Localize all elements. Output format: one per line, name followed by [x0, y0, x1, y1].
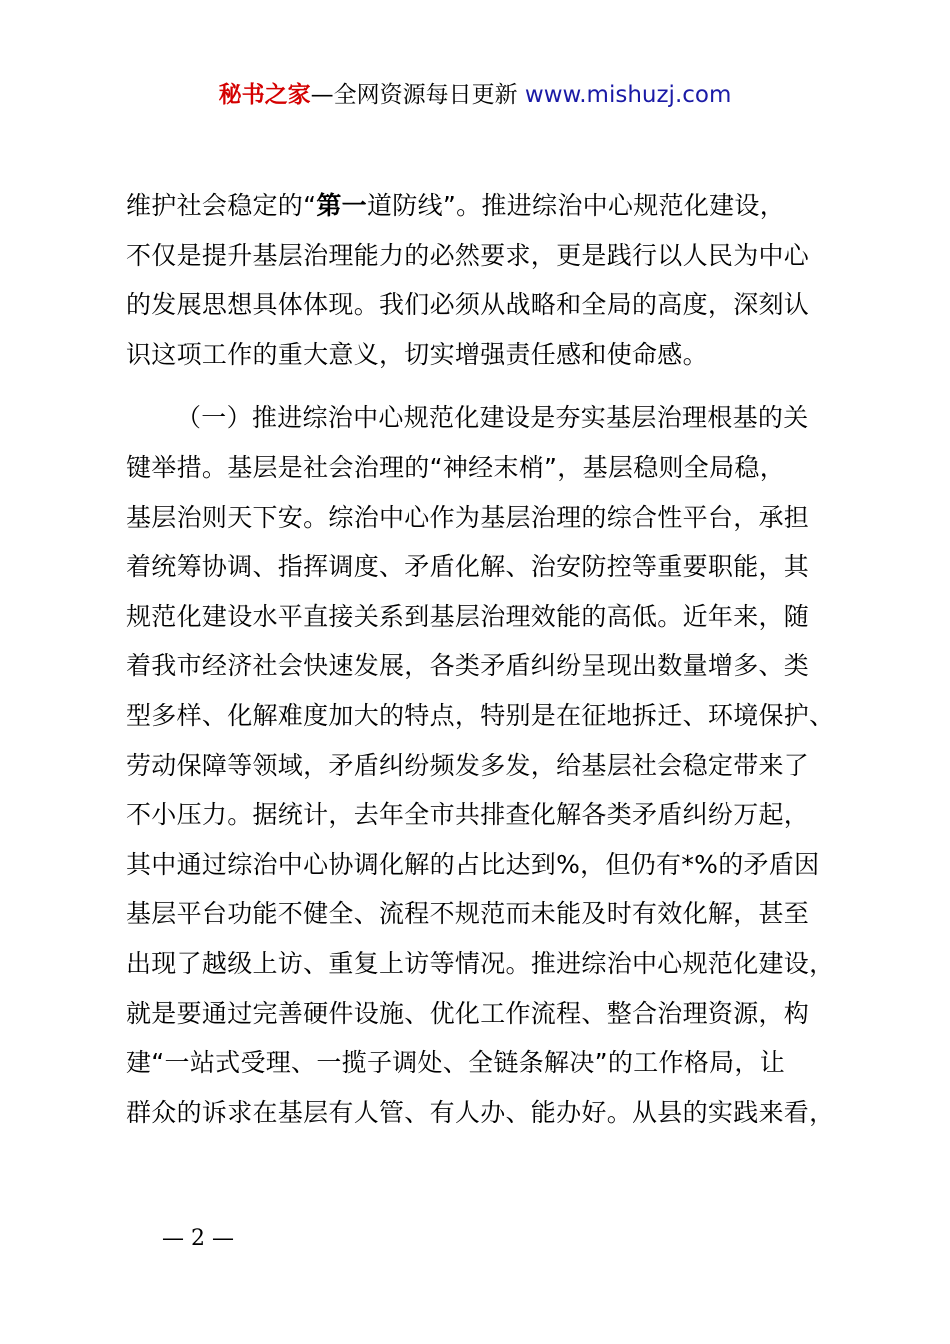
text-line: 出现了越级上访、重复上访等情况。推进综治中心规范化建设， [126, 948, 835, 978]
text-line: 基层平台功能不健全、流程不规范而未能及时有效化解，甚至 [126, 899, 810, 929]
document-body [126, 181, 836, 1137]
site-url[interactable]: www.mishuzj.com [524, 82, 732, 108]
text-line: 不小压力。据统计，去年全市共排查化解各类矛盾纠纷万起， [126, 800, 810, 830]
bold-text: 第一 [316, 191, 367, 220]
text-span: 维护社会稳定的“ [126, 191, 317, 220]
text-line: 其中通过综治中心协调化解的占比达到%，但仍有*%的矛盾因 [126, 849, 820, 879]
text-line: 不仅是提升基层治理能力的必然要求，更是践行以人民为中心 [126, 240, 810, 270]
text-span: 道防线”。推进综治中心规范化建设， [366, 191, 786, 220]
site-brand: 秘书之家 [218, 82, 311, 108]
text-line: 型多样、化解难度加大的特点，特别是在征地拆迁、环境保护、 [126, 700, 835, 730]
page-number: — 2 — [162, 1226, 234, 1251]
text-line: 群众的诉求在基层有人管、有人办、能办好。从县的实践来看， [126, 1097, 835, 1127]
site-tagline: —全网资源每日更新 [310, 82, 525, 108]
text-line: 着我市经济社会快速发展，各类矛盾纠纷呈现出数量增多、类 [126, 651, 810, 681]
text-line: 劳动保障等领域，矛盾纠纷频发多发，给基层社会稳定带来了 [126, 750, 810, 780]
text-line: 就是要通过完善硬件设施、优化工作流程、整合治理资源，构 [126, 998, 810, 1028]
text-line: 基层治则天下安。综治中心作为基层治理的综合性平台，承担 [126, 502, 810, 532]
text-line: 着统筹协调、指挥调度、矛盾化解、治安防控等重要职能，其 [126, 552, 810, 582]
section-heading-line: （一）推进综治中心规范化建设是夯实基层治理根基的关 [176, 403, 809, 433]
site-header [0, 78, 950, 112]
text-line [126, 181, 836, 231]
text-line: 规范化建设水平直接关系到基层治理效能的高低。近年来，随 [126, 601, 810, 631]
text-line: 建“一站式受理、一揽子调处、全链条解决”的工作格局，让 [126, 1048, 786, 1078]
text-line: 的发展思想具体体现。我们必须从战略和全局的高度，深刻认 [126, 290, 810, 320]
paragraph-continuation [126, 181, 836, 379]
text-line: 键举措。基层是社会治理的“神经末梢”，基层稳则全局稳， [126, 452, 786, 482]
paragraph-section-one [126, 393, 836, 1137]
text-line: 识这项工作的重大意义，切实增强责任感和使命感。 [126, 339, 708, 369]
paragraph-gap [126, 379, 836, 393]
